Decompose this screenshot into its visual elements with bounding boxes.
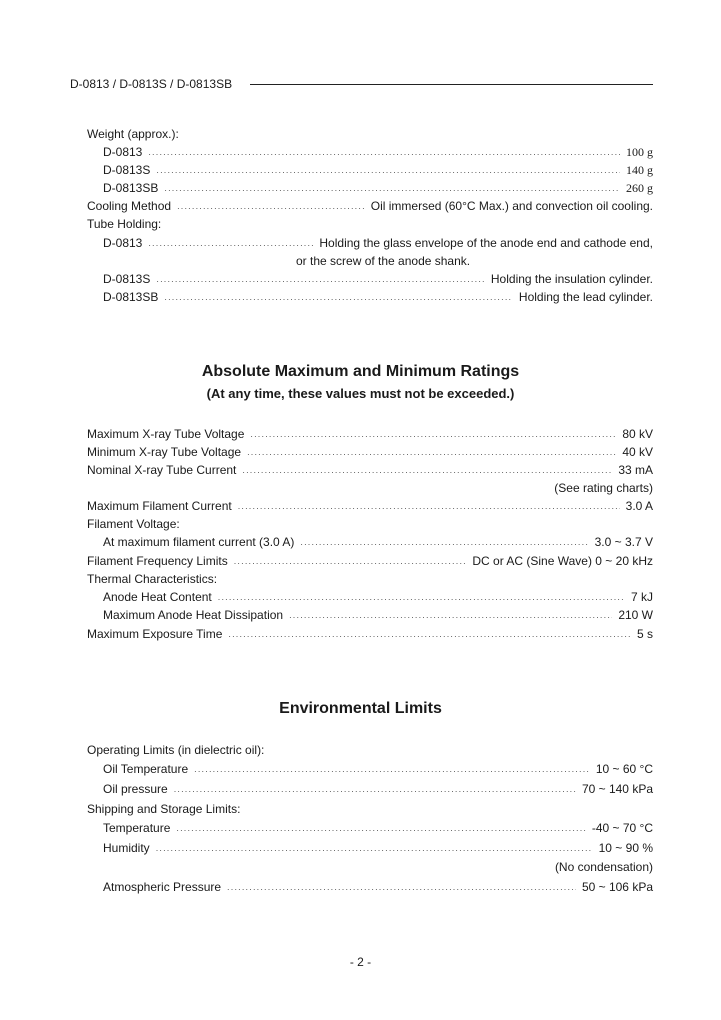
atmospheric-pressure-value: 50 ~ 106 kPa <box>581 880 653 894</box>
max-filament-current-value: 3.0 A <box>625 499 653 513</box>
nominal-current-label: Nominal X-ray Tube Current <box>87 463 237 477</box>
humidity-value: 10 ~ 90 % <box>598 841 653 855</box>
max-exposure-row <box>87 626 653 642</box>
weight-row-d0813s <box>103 162 653 178</box>
humidity-label: Humidity <box>103 841 150 855</box>
condensation-note: (No condensation) <box>554 860 653 874</box>
weight-row-d0813sb <box>103 180 653 196</box>
leader-dots <box>228 626 631 642</box>
leader-dots <box>247 444 616 460</box>
tube-holding-model: D-0813S <box>103 272 151 286</box>
max-voltage-value: 80 kV <box>622 427 653 441</box>
tube-holding-row-d0813 <box>103 235 653 251</box>
header-rule <box>250 84 653 85</box>
tube-holding-value: Holding the lead cylinder. <box>518 290 653 304</box>
temperature-value: -40 ~ 70 °C <box>591 821 653 835</box>
ratings-title: Absolute Maximum and Minimum Ratings <box>201 363 520 380</box>
weight-model: D-0813S <box>103 163 151 177</box>
oil-pressure-value: 70 ~ 140 kPa <box>581 782 653 796</box>
max-voltage-row <box>87 426 653 442</box>
leader-dots <box>164 289 513 305</box>
leader-dots <box>234 553 467 569</box>
leader-dots <box>289 607 612 623</box>
max-filament-current-label: Maximum Filament Current <box>87 499 232 513</box>
max-dissipation-label: Maximum Anode Heat Dissipation <box>103 608 284 622</box>
page-number: - 2 - <box>349 955 372 969</box>
cooling-label: Cooling Method <box>87 199 172 213</box>
anode-heat-label: Anode Heat Content <box>103 590 212 604</box>
tube-holding-row-d0813s <box>103 271 653 287</box>
header-title: D-0813 / D-0813S / D-0813SB <box>70 77 233 91</box>
leader-dots <box>176 820 585 836</box>
oil-temperature-label: Oil Temperature <box>103 762 189 776</box>
filament-frequency-label: Filament Frequency Limits <box>87 554 228 568</box>
weight-label: Weight (approx.): <box>87 127 179 141</box>
filament-voltage-value: 3.0 ~ 3.7 V <box>594 535 653 549</box>
leader-dots <box>156 162 620 178</box>
cooling-value: Oil immersed (60°C Max.) and convection oil cooling. <box>370 199 653 213</box>
running-header <box>70 76 653 92</box>
max-exposure-label: Maximum Exposure Time <box>87 627 223 641</box>
atmospheric-pressure-row <box>103 879 653 895</box>
oil-pressure-label: Oil pressure <box>103 782 168 796</box>
oil-temperature-row <box>103 761 653 777</box>
max-dissipation-value: 210 W <box>618 608 653 622</box>
ratings-subtitle: (At any time, these values must not be exceeded.) <box>206 386 515 401</box>
oil-temperature-value: 10 ~ 60 °C <box>595 762 653 776</box>
leader-dots <box>177 198 365 214</box>
weight-value: 140 g <box>626 162 653 177</box>
temperature-label: Temperature <box>103 821 171 835</box>
leader-dots <box>238 498 620 514</box>
max-dissipation-row <box>103 607 653 623</box>
leader-dots <box>250 426 616 442</box>
leader-dots <box>194 761 590 777</box>
max-voltage-label: Maximum X-ray Tube Voltage <box>87 427 245 441</box>
anode-heat-value: 7 kJ <box>630 590 653 604</box>
humidity-row <box>103 840 653 856</box>
weight-model: D-0813SB <box>103 181 159 195</box>
leader-dots <box>227 879 576 895</box>
atmospheric-pressure-label: Atmospheric Pressure <box>103 880 222 894</box>
tube-holding-continuation: or the screw of the anode shank. <box>296 254 471 268</box>
tube-holding-model: D-0813SB <box>103 290 159 304</box>
filament-voltage-sub-label: At maximum filament current (3.0 A) <box>103 535 295 549</box>
min-voltage-label: Minimum X-ray Tube Voltage <box>87 445 242 459</box>
tube-holding-row-d0813sb <box>103 289 653 305</box>
leader-dots <box>242 462 612 478</box>
filament-voltage-row <box>103 534 653 550</box>
weight-value: 100 g <box>626 144 653 159</box>
max-exposure-value: 5 s <box>636 627 653 641</box>
leader-dots <box>148 144 620 160</box>
tube-holding-value: Holding the glass envelope of the anode end and cathode end, <box>319 236 653 250</box>
nominal-current-row <box>87 462 653 478</box>
min-voltage-row <box>87 444 653 460</box>
oil-pressure-row <box>103 781 653 797</box>
weight-row-d0813 <box>103 144 653 160</box>
filament-frequency-row <box>87 553 653 569</box>
leader-dots <box>164 180 620 196</box>
leader-dots <box>148 235 313 251</box>
operating-limits-label: Operating Limits (in dielectric oil): <box>87 743 265 757</box>
temperature-row <box>103 820 653 836</box>
rating-charts-note: (See rating charts) <box>554 481 653 495</box>
nominal-current-value: 33 mA <box>618 463 653 477</box>
tube-holding-value: Holding the insulation cylinder. <box>490 272 653 286</box>
cooling-row <box>87 198 653 214</box>
environment-title: Environmental Limits <box>279 700 442 717</box>
min-voltage-value: 40 kV <box>622 445 653 459</box>
weight-value: 260 g <box>626 180 653 195</box>
shipping-limits-label: Shipping and Storage Limits: <box>87 802 241 816</box>
filament-frequency-value: DC or AC (Sine Wave) 0 ~ 20 kHz <box>472 554 653 568</box>
anode-heat-row <box>103 589 653 605</box>
leader-dots <box>218 589 625 605</box>
filament-voltage-label: Filament Voltage: <box>87 517 180 531</box>
leader-dots <box>174 781 576 797</box>
max-filament-current-row <box>87 498 653 514</box>
leader-dots <box>300 534 588 550</box>
tube-holding-label: Tube Holding: <box>87 217 162 231</box>
thermal-label: Thermal Characteristics: <box>87 572 218 586</box>
leader-dots <box>156 271 485 287</box>
leader-dots <box>156 840 593 856</box>
weight-model: D-0813 <box>103 145 143 159</box>
tube-holding-model: D-0813 <box>103 236 143 250</box>
